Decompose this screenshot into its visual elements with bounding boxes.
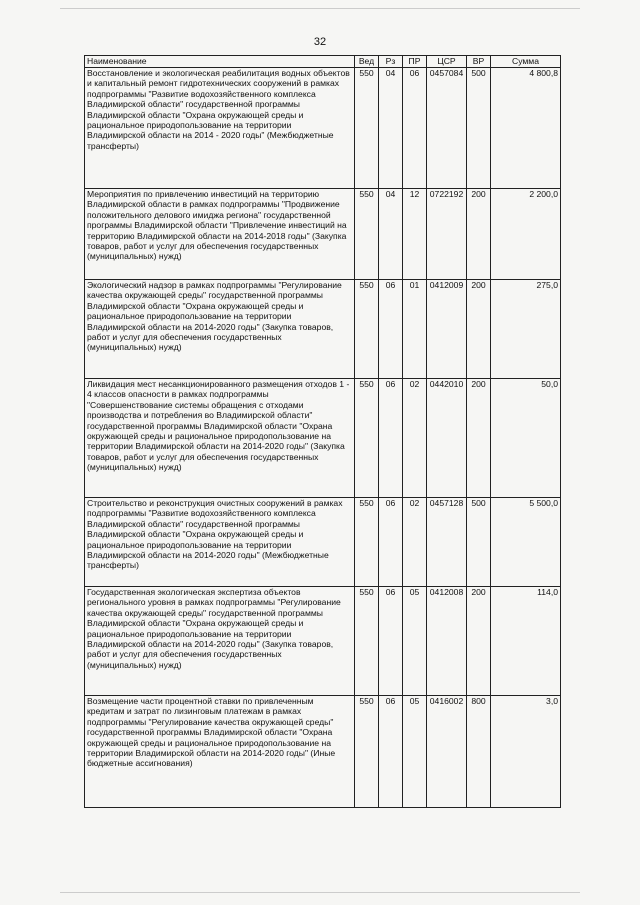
table-row [85,280,561,379]
row-rz: 06 [379,587,403,696]
table-row [85,498,561,587]
row-vr: 500 [467,498,491,587]
table-row [85,68,561,189]
row-ved: 550 [355,280,379,379]
row-pr: 02 [403,379,427,498]
row-sum: 5 500,0 [491,498,561,587]
row-name: Строительство и реконструкция очистных сооружений в рамках подпрограммы "Развитие водохозяйственного комплекса Владимирской области" государственной программы Владимирской области "Охрана окружающей среды и рациональное природопользование на территории Владимирской области на 2014-2020 годы" (Межбюджетные трансферты) [85,498,355,587]
row-csr: 0412009 [427,280,467,379]
row-vr: 500 [467,68,491,189]
table-row [85,696,561,808]
table-row [85,189,561,280]
row-ved: 550 [355,498,379,587]
budget-table [84,55,561,808]
row-vr: 200 [467,189,491,280]
row-name: Ликвидация мест несанкционированного размещения отходов 1 - 4 классов опасности в рамках подпрограммы "Совершенствование системы обращения с отходами производства и потребления во Владимирской области" государственной программы Владимирской области "Охрана окружающей среды и рациональное природопользование на территории Владимирской области на 2014-2020 годы" (Закупка товаров, работ и услуг для обеспечения государственных (муниципальных) нужд) [85,379,355,498]
row-csr: 0416002 [427,696,467,808]
header-rz: Рз [379,56,403,68]
header-csr: ЦСР [427,56,467,68]
row-pr: 02 [403,498,427,587]
row-rz: 06 [379,280,403,379]
row-ved: 550 [355,587,379,696]
table-row [85,587,561,696]
row-sum: 275,0 [491,280,561,379]
row-pr: 05 [403,587,427,696]
row-ved: 550 [355,189,379,280]
row-sum: 3,0 [491,696,561,808]
row-rz: 04 [379,68,403,189]
row-vr: 800 [467,696,491,808]
row-name: Государственная экологическая экспертиза объектов регионального уровня в рамках подпрограммы "Регулирование качества окружающей среды" государственной программы Владимирской области "Охрана окружающей среды и рациональное природопользование на территории Владимирской области на 2014-2020 годы" (Закупка товаров, работ и услуг для обеспечения государственных (муниципальных) нужд) [85,587,355,696]
row-sum: 2 200,0 [491,189,561,280]
row-sum: 114,0 [491,587,561,696]
row-name: Восстановление и экологическая реабилитация водных объектов и капитальный ремонт гидротехнических сооружений в рамках подпрограммы "Развитие водохозяйственного комплекса Владимирской области" государственной программы Владимирской области "Охрана окружающей среды и рациональное природопользование на территории Владимирской области на 2014 - 2020 годы" (Межбюджетные трансферты) [85,68,355,189]
page-number: 32 [313,36,327,48]
row-vr: 200 [467,379,491,498]
row-sum: 50,0 [491,379,561,498]
row-csr: 0457128 [427,498,467,587]
row-name: Мероприятия по привлечению инвестиций на территорию Владимирской области в рамках подпрограммы "Продвижение положительного делового имиджа региона" государственной программы Владимирской области "Привлечение инвестиций на территорию Владимирской области на 2014-2018 годы" (Закупка товаров, работ и услуг для обеспечения государственных (муниципальных) нужд) [85,189,355,280]
row-rz: 06 [379,379,403,498]
row-csr: 0722192 [427,189,467,280]
header-ved: Вед [355,56,379,68]
row-pr: 06 [403,68,427,189]
row-name: Возмещение части процентной ставки по привлеченным кредитам и затрат по лизинговым платежам в рамках подпрограммы "Регулирование качества окружающей среды" государственной программы Владимирской области "Охрана окружающей среды и рациональное природопользование на территории Владимирской области на 2014-2020 годы" (Иные бюджетные ассигнования) [85,696,355,808]
row-rz: 04 [379,189,403,280]
header-pr: ПР [403,56,427,68]
row-csr: 0457084 [427,68,467,189]
scan-edge-bottom [60,892,580,893]
row-ved: 550 [355,696,379,808]
row-csr: 0442010 [427,379,467,498]
scan-edge-top [60,8,580,9]
row-pr: 05 [403,696,427,808]
row-rz: 06 [379,696,403,808]
row-ved: 550 [355,379,379,498]
row-vr: 200 [467,280,491,379]
row-pr: 12 [403,189,427,280]
row-pr: 01 [403,280,427,379]
header-name: Наименование [85,56,355,68]
row-ved: 550 [355,68,379,189]
row-csr: 0412008 [427,587,467,696]
table-header-row [85,56,561,68]
row-rz: 06 [379,498,403,587]
header-vr: ВР [467,56,491,68]
row-sum: 4 800,8 [491,68,561,189]
row-name: Экологический надзор в рамках подпрограммы "Регулирование качества окружающей среды" государственной программы Владимирской области "Охрана окружающей среды и рациональное природопользование на территории Владимирской области на 2014-2020 годы" (Закупка товаров, работ и услуг для обеспечения государственных (муниципальных) нужд) [85,280,355,379]
header-sum: Сумма [491,56,561,68]
table-row [85,379,561,498]
row-vr: 200 [467,587,491,696]
